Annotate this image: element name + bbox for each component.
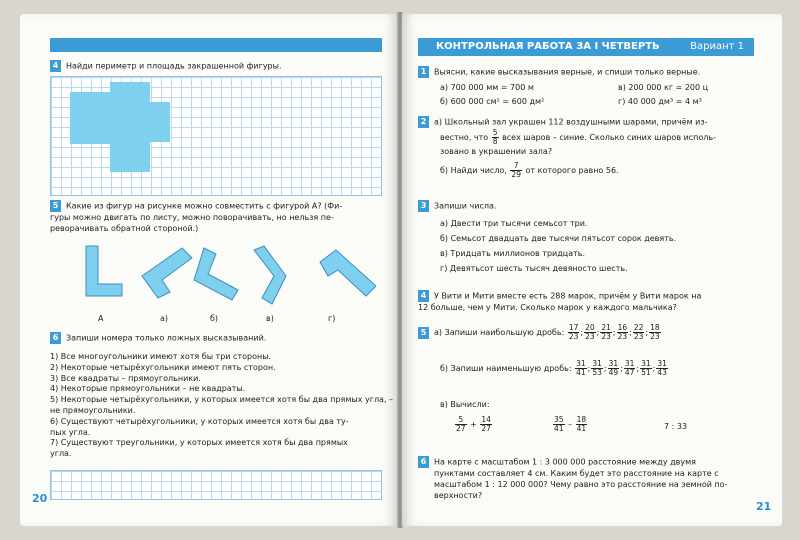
- figure-label: а): [160, 314, 169, 323]
- task-text: пунктами составляет 4 см. Каким будет это расстояние на карте с: [434, 469, 719, 478]
- fraction: [480, 416, 492, 433]
- figure-pieces: [76, 236, 376, 318]
- denominator: 23: [585, 332, 595, 341]
- task-3-item: г) Девятьсот шесть тысяч девяносто шесть.: [440, 264, 628, 273]
- task-1-a: а) 700 000 мм = 700 м: [440, 83, 534, 92]
- separator: ;: [636, 364, 640, 373]
- statement: угла.: [50, 449, 72, 459]
- figure-label: в): [266, 314, 274, 323]
- fraction: [584, 324, 596, 341]
- separator: ;: [629, 328, 632, 337]
- separator: ;: [645, 328, 649, 337]
- statement: 3) Все квадраты – прямоугольники.: [50, 373, 201, 383]
- fraction: [492, 129, 499, 146]
- task-text: У Вити и Мити вместе есть 288 марок, причём у Вити марок на: [434, 291, 702, 301]
- task-text: а) Запиши наибольшую дробь:: [434, 328, 565, 337]
- fraction: [600, 324, 612, 341]
- fraction: [575, 360, 587, 377]
- numerator: 31: [641, 359, 651, 368]
- page-title: КОНТРОЛЬНАЯ РАБОТА ЗА I ЧЕТВЕРТЬ: [436, 41, 660, 52]
- numerator: 16: [617, 323, 628, 332]
- numerator: 31: [608, 359, 619, 368]
- task-3-right: [418, 200, 496, 212]
- fraction-list-b: [574, 359, 669, 377]
- figure-option-b: [194, 248, 238, 300]
- denominator: 8: [492, 137, 498, 146]
- figure-option-a: [142, 248, 192, 298]
- task-text: от которого равно 56.: [525, 166, 619, 175]
- denominator: 41: [576, 368, 586, 377]
- statement: 7) Существуют треугольники, у которых имеется хотя бы два прямых: [50, 438, 348, 448]
- task-4-left: [50, 60, 282, 72]
- figure-label: г): [328, 314, 336, 323]
- denominator: 49: [608, 368, 619, 377]
- task-number: 6: [50, 332, 61, 344]
- denominator: 27: [481, 424, 491, 433]
- numerator: 17: [568, 323, 579, 332]
- task-2-right: [418, 116, 768, 179]
- numerator: 20: [585, 323, 595, 332]
- denominator: 47: [624, 368, 635, 377]
- numerator: 31: [657, 359, 667, 368]
- denominator: 23: [633, 332, 644, 341]
- separator: ;: [612, 328, 616, 337]
- task-text: верхности?: [434, 491, 483, 500]
- task-text: Запиши номера только ложных высказываний.: [66, 333, 267, 343]
- fraction: [640, 360, 652, 377]
- shaded-figure-part: [110, 82, 150, 172]
- fraction: [568, 324, 580, 341]
- fraction: [649, 324, 661, 341]
- variant-label: Вариант 1: [690, 41, 744, 52]
- task-text: масштабом 1 : 12 000 000? Чему равно это расстояние на земной по-: [434, 480, 728, 489]
- denominator: 41: [576, 424, 587, 433]
- numerator: 31: [624, 359, 635, 368]
- denominator: 29: [511, 170, 521, 179]
- expression-3: 7 : 33: [664, 422, 688, 431]
- task-1-c: в) 200 000 кг = 200 ц: [618, 83, 709, 92]
- separator: ;: [580, 328, 584, 337]
- task-text: 12 больше, чем у Мити. Сколько марок у каждого мальчика?: [418, 303, 677, 312]
- operator: +: [470, 420, 477, 429]
- fraction: [633, 324, 645, 341]
- numerator: 35: [554, 415, 564, 424]
- statement: 5) Некоторые четырёхугольники, у которых имеется хотя бы два прямых угла, –: [50, 395, 394, 405]
- denominator: 23: [568, 332, 579, 341]
- figure-label: А: [98, 314, 104, 323]
- task-text: вестно, что: [440, 133, 489, 142]
- separator: ;: [596, 328, 600, 337]
- denominator: 51: [641, 368, 651, 377]
- task-4-right: [418, 290, 701, 313]
- task-text: реворачивать обратной стороной.): [50, 224, 199, 233]
- fraction: [591, 360, 603, 377]
- right-header-bar: [418, 38, 754, 56]
- denominator: 27: [456, 424, 466, 433]
- numerator: 7: [510, 162, 522, 171]
- statement: 2) Некоторые четырёхугольники имеют пять сторон.: [50, 362, 276, 372]
- statement: не прямоугольники.: [50, 405, 136, 415]
- denominator: 41: [554, 424, 564, 433]
- task-number: 4: [50, 60, 61, 72]
- task-3-items: [440, 216, 676, 276]
- shaded-figure-part: [150, 102, 170, 142]
- task-text: б) Найди число,: [440, 166, 507, 175]
- denominator: 23: [601, 332, 611, 341]
- task-number: 5: [50, 200, 61, 212]
- task-number: 3: [418, 200, 429, 212]
- fraction: [553, 416, 565, 433]
- separator: ;: [603, 364, 607, 373]
- numerator: 18: [650, 323, 660, 332]
- fraction: [608, 360, 620, 377]
- task-number: 6: [418, 456, 429, 468]
- page-number: 21: [756, 500, 772, 513]
- statement: 6) Существуют четырёхугольники, у которых имеется хотя бы два ту-: [50, 416, 349, 426]
- denominator: 43: [657, 368, 667, 377]
- page-number: 20: [32, 492, 48, 505]
- numerator: 5: [492, 128, 498, 137]
- numerator: 5: [455, 416, 467, 425]
- numerator: 14: [481, 415, 491, 424]
- separator: ;: [587, 364, 591, 373]
- right-page: [402, 14, 782, 526]
- task-text: Выясни, какие высказывания верные, и спиши только верные.: [434, 67, 701, 77]
- grid-area-2: [50, 470, 382, 500]
- task-5-a: [418, 324, 662, 341]
- task-text: Найди периметр и площадь закрашенной фигуры.: [66, 61, 282, 71]
- task-number: 1: [418, 66, 429, 78]
- task-text: всех шаров – синие. Сколько синих шаров исполь-: [502, 133, 717, 142]
- task-3-item: б) Семьсот двадцать две тысячи пятьсот сорок девять.: [440, 234, 677, 243]
- task-5-b: [440, 360, 669, 377]
- fraction: [656, 360, 668, 377]
- fraction: [617, 324, 629, 341]
- statement: 1) Все многоугольники имеют хотя бы три стороны.: [50, 352, 272, 361]
- task-1-right: [418, 66, 700, 78]
- task-number: 5: [418, 327, 429, 339]
- denominator: 53: [592, 368, 602, 377]
- task-text: б) Запиши наименьшую дробь:: [440, 364, 572, 373]
- task-text: Какие из фигур на рисунке можно совместить с фигурой А? (Фи-: [66, 201, 343, 211]
- numerator: 31: [576, 359, 586, 368]
- task-text: а) Школьный зал украшен 112 воздушными шарами, причём из-: [434, 117, 708, 127]
- task-number: 4: [418, 290, 429, 302]
- denominator: 23: [617, 332, 628, 341]
- denominator: 23: [650, 332, 660, 341]
- operator: –: [568, 420, 573, 429]
- shaded-figure-part: [70, 92, 110, 144]
- expression-2: [552, 416, 588, 433]
- separator: ;: [620, 364, 623, 373]
- task-5-c-label: в) Вычисли:: [440, 400, 490, 409]
- expression-1: [454, 416, 493, 433]
- figure-option-v: [254, 246, 286, 304]
- numerator: 21: [601, 323, 611, 332]
- task-5-left: [50, 200, 342, 234]
- task-text: Запиши числа.: [434, 201, 497, 211]
- statement: 4) Некоторые прямоугольники – не квадраты.: [50, 384, 246, 394]
- fraction-list-a: [567, 323, 662, 341]
- figure-option-g: [320, 250, 376, 296]
- statement: пых угла.: [50, 427, 91, 437]
- task-1-b: б) 600 000 см² = 600 дм²: [440, 97, 545, 106]
- task-3-item: а) Двести три тысячи семьсот три.: [440, 219, 588, 228]
- task-1-d: г) 40 000 дм³ = 4 м³: [618, 97, 702, 106]
- task-6-right: [418, 456, 727, 501]
- fraction: [576, 416, 588, 433]
- figure-a: [86, 246, 122, 296]
- task-number: 2: [418, 116, 429, 128]
- numerator: 31: [592, 359, 602, 368]
- numerator: 22: [633, 323, 644, 332]
- task-6-left: [50, 332, 266, 344]
- separator: ;: [652, 364, 656, 373]
- figure-label: б): [210, 314, 219, 323]
- fraction: [624, 360, 636, 377]
- task-text: зовано в украшении зала?: [440, 147, 553, 156]
- left-page: [20, 14, 398, 526]
- left-header-bar: [50, 38, 382, 52]
- numerator: 18: [576, 415, 587, 424]
- fraction: [455, 416, 467, 433]
- task-text: На карте с масштабом 1 : 3 000 000 расстояние между двумя: [434, 457, 696, 467]
- task-3-item: в) Тридцать миллионов тридцать.: [440, 249, 586, 258]
- task-text: гуры можно двигать по листу, можно поворачивать, но нельзя пе-: [50, 213, 334, 222]
- statements-list: [50, 352, 393, 460]
- fraction: [510, 162, 522, 179]
